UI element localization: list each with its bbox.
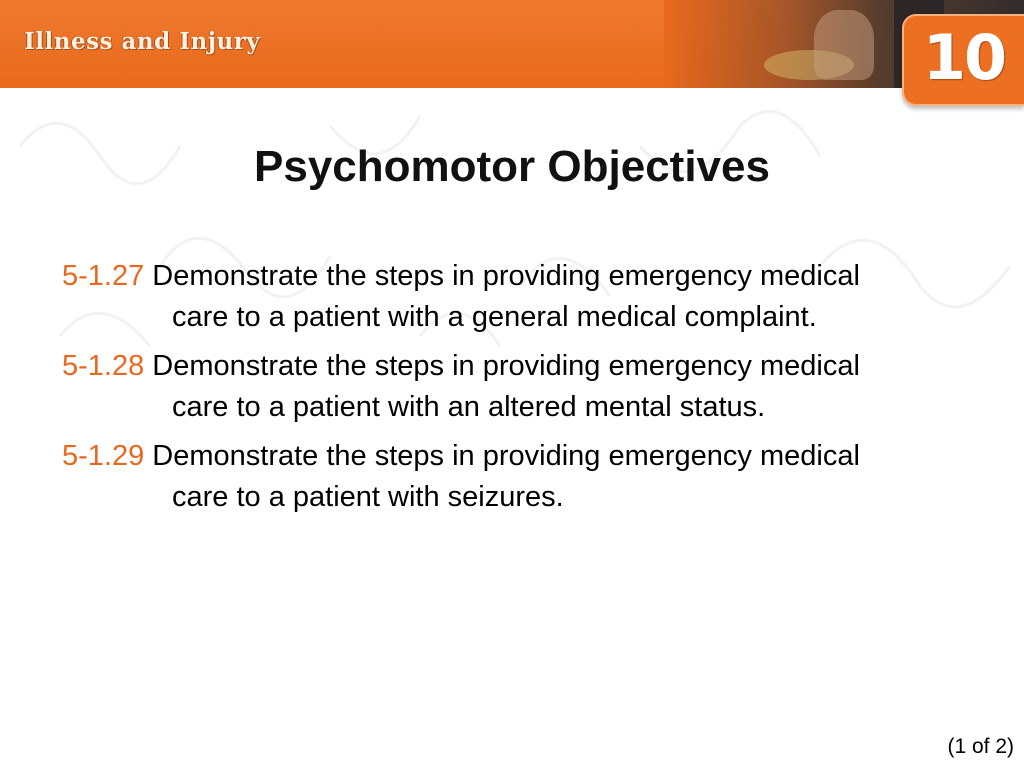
objective-code: 5-1.29 [62, 440, 145, 472]
objective-text: Demonstrate the steps in providing emergency medical care to a patient with seizures. [152, 440, 860, 513]
objective-text: Demonstrate the steps in providing emergency medical care to a patient with a general medical complaint. [152, 260, 860, 333]
objective-item [62, 256, 922, 338]
objective-code: 5-1.28 [62, 350, 145, 382]
header-banner [0, 0, 1024, 88]
objective-text: Demonstrate the steps in providing emergency medical care to a patient with an altered mental status. [152, 350, 860, 423]
chapter-number: 10 [922, 21, 1006, 94]
objectives-list [62, 256, 922, 526]
page-counter: (1 of 2) [947, 735, 1014, 758]
course-title: Illness and Injury [24, 28, 261, 55]
objective-item [62, 346, 922, 428]
chapter-badge [902, 14, 1024, 106]
objective-code: 5-1.27 [62, 260, 145, 292]
page-title: Psychomotor Objectives [254, 142, 770, 191]
objective-item [62, 436, 922, 518]
